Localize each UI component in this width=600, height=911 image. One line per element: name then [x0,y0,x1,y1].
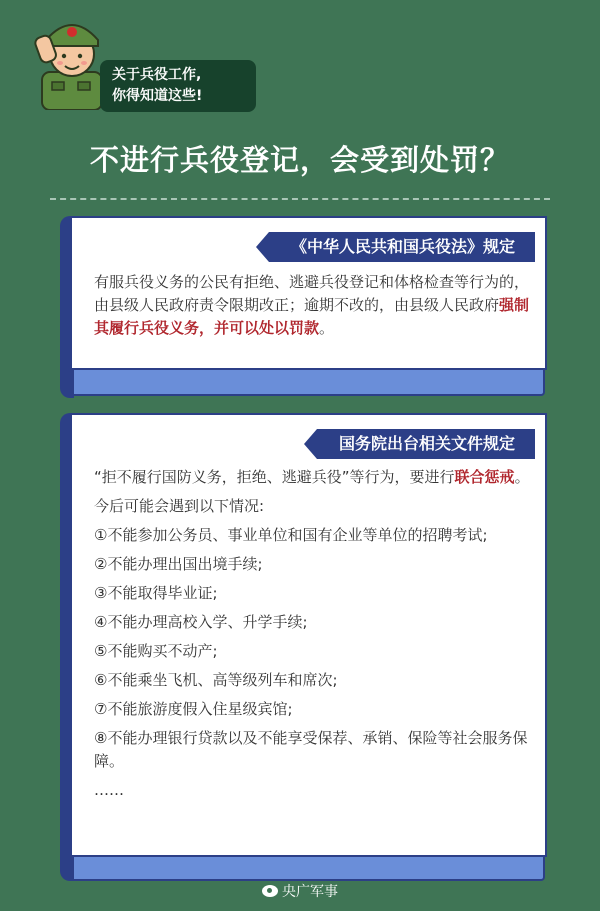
lead-text: 今后可能会遇到以下情况: [94,497,265,515]
weibo-icon [262,885,278,897]
law-text-plain: 有服兵役义务的公民有拒绝、逃避兵役登记和体格检查等行为的，由县级人民政府责令限期改正；逾期不改的，由县级人民政府 [94,273,530,314]
list-item: ⑥不能乘坐飞机、高等级列车和席次; [94,671,338,689]
list-item: ①不能参加公务员、事业单位和国有企业等单位的招聘考试; [94,526,488,544]
law-card [60,216,547,398]
book-bottom [64,853,545,881]
intro-emphasis: 联合惩戒 [454,468,515,486]
bubble-line-1: 关于兵役工作, [112,67,202,83]
state-council-card [60,413,547,881]
intro-plain: “拒不履行国防义务，拒绝、逃避兵役”等行为，要进行 [94,468,455,486]
law-text-emphasis: 强制其履行兵役义务，并可以处以罚款 [94,296,530,337]
soldier-avatar-icon [34,10,108,110]
state-council-tag: 国务院出台相关文件规定 [317,429,535,459]
divider [50,198,550,200]
intro-paragraph [94,466,534,489]
source-label: 央广军事 [282,884,338,900]
bubble-line-2: 你得知道这些! [112,88,203,104]
page-title: 不进行兵役登记，会受到处罚？ [89,143,510,177]
list-item: ⑤不能购买不动产; [94,642,218,660]
list-item: ④不能办理高校入学、升学手续; [94,613,308,631]
state-council-text [94,466,534,808]
list-item: ⑦不能旅游度假入住星级宾馆; [94,700,293,718]
speech-bubble [100,60,256,112]
law-tag: 《中华人民共和国兵役法》规定 [269,232,535,262]
intro-end: 。 [514,468,530,486]
source-watermark [0,881,600,901]
list-item: ③不能取得毕业证; [94,584,218,602]
law-text-end: 。 [319,319,335,337]
list-item: ②不能办理出国出境手续; [94,555,263,573]
ellipsis: …… [94,781,124,799]
law-text [94,271,534,340]
list-item: ⑧不能办理银行贷款以及不能享受保荐、承销、保险等社会服务保障。 [94,729,528,770]
book-bottom [64,366,545,396]
